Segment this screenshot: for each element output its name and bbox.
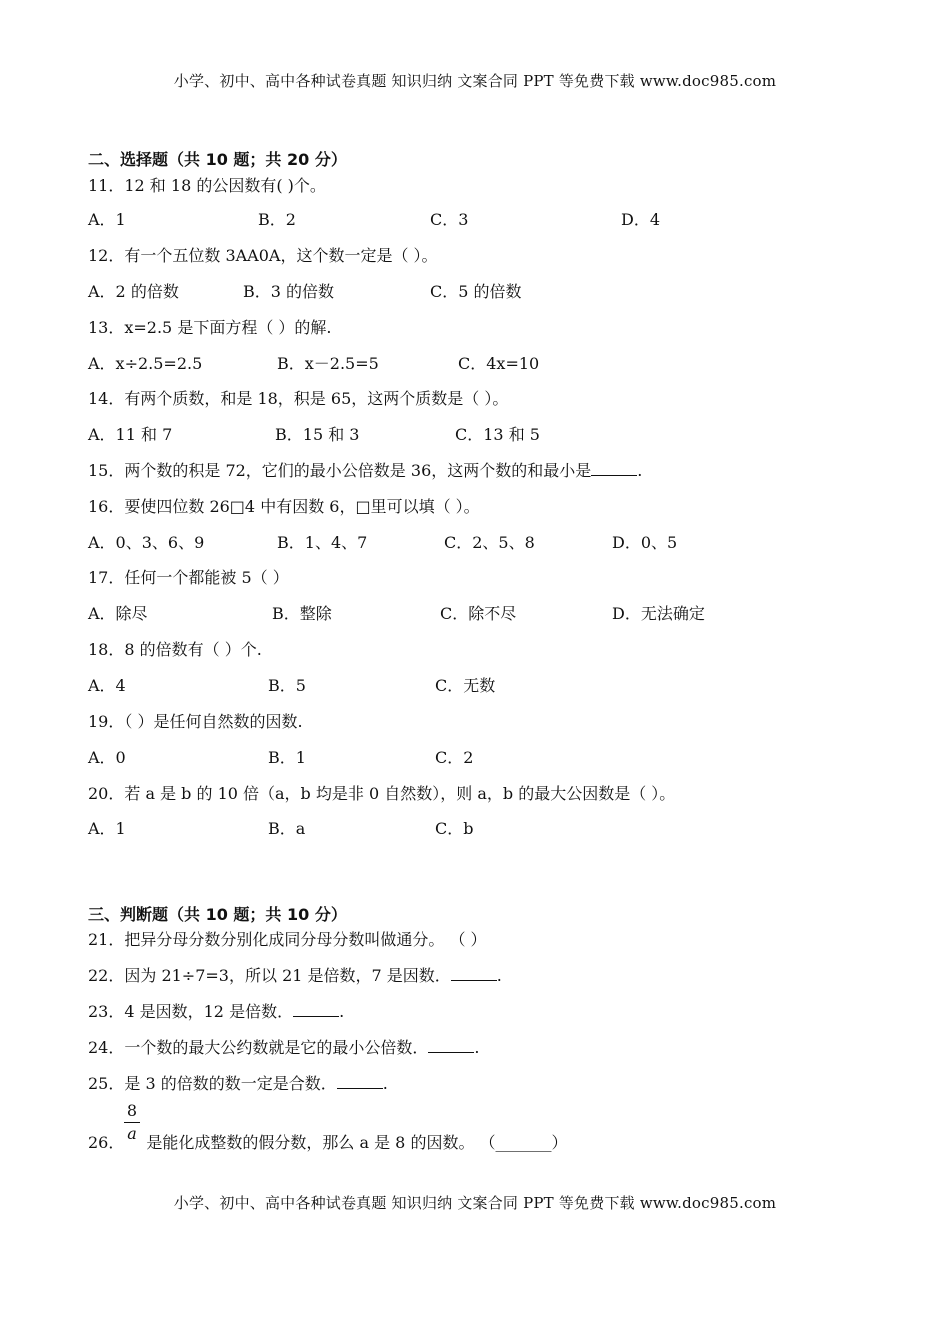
question-15-stem: 15．两个数的积是 72，它们的最小公倍数是 36，这两个数的和最小是 — [88, 461, 592, 480]
question-19: 19．（ ）是任何自然数的因数. — [88, 712, 303, 731]
question-24 — [88, 1035, 479, 1058]
option-c: C．2、5、8 — [444, 533, 535, 552]
question-23 — [88, 999, 344, 1022]
question-16: 16．要使四位数 26□4 中有因数 6，□里可以填（ ）。 — [88, 497, 480, 516]
option-c: C．除不尽 — [440, 604, 517, 623]
answer-blank — [337, 1074, 383, 1089]
question-11: 11．12 和 18 的公因数有( )个。 — [88, 176, 326, 195]
question-25-stem: 25．是 3 的倍数的数一定是合数． — [88, 1074, 337, 1093]
option-b: B．a — [268, 819, 306, 838]
page-header: 小学、初中、高中各种试卷真题 知识归纳 文案合同 PPT 等免费下载 www.doc985.com — [173, 72, 777, 90]
fraction-bar — [124, 1122, 140, 1123]
option-d: D．4 — [621, 210, 661, 229]
option-a: A．0 — [88, 748, 126, 767]
answer-blank — [591, 461, 637, 476]
option-a: A．除尽 — [88, 604, 148, 623]
answer-blank — [451, 966, 497, 981]
question-25-end: . — [382, 1074, 388, 1093]
question-25 — [88, 1071, 388, 1094]
question-15 — [88, 458, 642, 481]
option-b: B．1 — [268, 748, 306, 767]
answer-blank — [293, 1002, 339, 1017]
question-26-stem: 是能化成整数的假分数，那么 a 是 8 的因数。 （_______） — [146, 1133, 568, 1152]
option-c: C．13 和 5 — [455, 425, 540, 444]
question-22-stem: 22．因为 21÷7=3，所以 21 是倍数，7 是因数． — [88, 966, 451, 985]
option-b: B．5 — [268, 676, 306, 695]
option-c: C．2 — [435, 748, 474, 767]
question-13: 13．x=2.5 是下面方程（ ）的解. — [88, 318, 332, 337]
section-title-choice: 二、选择题（共 10 题；共 20 分） — [88, 150, 347, 169]
option-a: A．x÷2.5=2.5 — [88, 354, 203, 373]
option-b: B．3 的倍数 — [243, 282, 335, 301]
question-18: 18．8 的倍数有（ ）个. — [88, 640, 262, 659]
option-a: A．1 — [88, 210, 126, 229]
option-a: A．4 — [88, 676, 126, 695]
option-c: C．3 — [430, 210, 469, 229]
question-12: 12．有一个五位数 3AA0A，这个数一定是（ ）。 — [88, 246, 438, 265]
question-22-end: . — [496, 966, 502, 985]
page-footer: 小学、初中、高中各种试卷真题 知识归纳 文案合同 PPT 等免费下载 www.doc985.com — [173, 1194, 777, 1212]
option-b: B．x－2.5=5 — [277, 354, 379, 373]
option-b: B．2 — [258, 210, 296, 229]
question-24-end: . — [474, 1038, 480, 1057]
option-b: B．15 和 3 — [275, 425, 360, 444]
option-b: B．整除 — [272, 604, 332, 623]
option-d: D．0、5 — [612, 533, 678, 552]
question-26-number: 26． — [88, 1133, 125, 1152]
question-17: 17．任何一个都能被 5（ ） — [88, 568, 289, 587]
option-c: C．b — [435, 819, 474, 838]
question-21: 21．把异分母分数分别化成同分母分数叫做通分。 （ ） — [88, 930, 487, 949]
question-24-stem: 24．一个数的最大公约数就是它的最小公倍数． — [88, 1038, 429, 1057]
option-a: A．2 的倍数 — [88, 282, 179, 301]
option-a: A．1 — [88, 819, 126, 838]
option-a: A．0、3、6、9 — [88, 533, 205, 552]
option-c: C．5 的倍数 — [430, 282, 522, 301]
question-22 — [88, 963, 502, 986]
question-23-end: . — [339, 1002, 345, 1021]
option-a: A．11 和 7 — [88, 425, 173, 444]
question-15-end: . — [637, 461, 643, 480]
question-23-stem: 23．4 是因数，12 是倍数． — [88, 1002, 294, 1021]
fraction-numerator: 8 — [126, 1101, 138, 1120]
option-d: D．无法确定 — [612, 604, 705, 623]
option-b: B．1、4、7 — [277, 533, 368, 552]
option-c: C．4x=10 — [458, 354, 540, 373]
question-20: 20．若 a 是 b 的 10 倍（a，b 均是非 0 自然数），则 a，b 的最大公因数是（ ）。 — [88, 784, 676, 803]
question-26 — [88, 1130, 568, 1153]
answer-blank — [428, 1038, 474, 1053]
section-title-judgement: 三、判断题（共 10 题；共 10 分） — [88, 905, 347, 924]
fraction-denominator: a — [127, 1124, 137, 1143]
question-14: 14．有两个质数，和是 18，积是 65，这两个质数是（ ）。 — [88, 389, 509, 408]
option-c: C．无数 — [435, 676, 496, 695]
